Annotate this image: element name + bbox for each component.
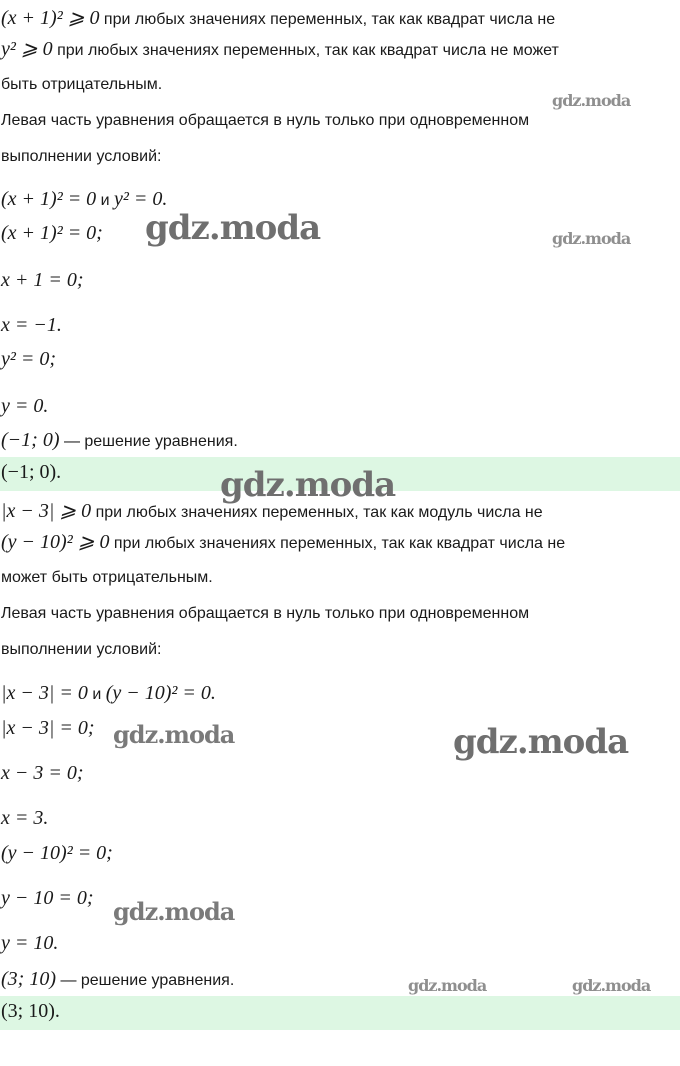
equation-line: x − 3 = 0; — [1, 762, 84, 784]
equation-line: y − 10 = 0; — [1, 887, 94, 909]
text-line: Левая часть уравнения обращается в нуль только при одновременном — [1, 605, 530, 622]
text-fragment: — решение уравнения. — [63, 433, 238, 450]
watermark: gdz.moda — [113, 720, 235, 749]
watermark: gdz.moda — [408, 976, 487, 995]
equation-line: x = 3. — [1, 807, 49, 829]
math-expression: |x − 3| = 0 — [1, 682, 88, 704]
answer-value: (−1; 0). — [1, 461, 62, 483]
equation-line: y² = 0; — [1, 348, 57, 370]
equation-line: |x − 3| = 0; — [1, 717, 95, 739]
watermark: gdz.moda — [572, 976, 651, 995]
text-line: быть отрицательным. — [1, 76, 163, 93]
text-fragment: при любых значениях переменных, так как квадрат числа не — [113, 535, 566, 552]
math-expression: (y − 10)² = 0. — [105, 682, 216, 704]
equation-line: (x + 1)² = 0; — [1, 222, 103, 244]
math-expression: y² ⩾ 0 — [1, 38, 53, 60]
math-expression: |x − 3| ⩾ 0 — [1, 500, 92, 522]
text-line: выполнении условий: — [1, 641, 162, 658]
text-line: может быть отрицательным. — [1, 569, 213, 586]
text-fragment: — решение уравнения. — [60, 972, 235, 989]
conjunction: и — [92, 686, 102, 703]
conjunction: и — [100, 192, 110, 209]
math-expression: (3; 10) — [1, 968, 56, 990]
answer-value: (3; 10). — [1, 1000, 60, 1022]
equation-line — [0, 187, 680, 213]
math-expression: y² = 0. — [114, 188, 168, 210]
condition-line — [0, 530, 680, 556]
equation-line: x + 1 = 0; — [1, 269, 84, 291]
equation-line: (y − 10)² = 0; — [1, 842, 113, 864]
watermark: gdz.moda — [453, 722, 629, 762]
watermark: gdz.moda — [220, 465, 396, 505]
watermark: gdz.moda — [145, 208, 321, 248]
equation-line: y = 10. — [1, 932, 59, 954]
answer-box — [0, 996, 680, 1030]
watermark: gdz.moda — [552, 91, 631, 110]
math-expression: (y − 10)² ⩾ 0 — [1, 531, 110, 553]
text-line: выполнении условий: — [1, 148, 162, 165]
watermark: gdz.moda — [552, 229, 631, 248]
math-expression: (x + 1)² ⩾ 0 — [1, 7, 100, 29]
condition-line — [0, 6, 680, 32]
watermark: gdz.moda — [113, 897, 235, 926]
text-fragment: при любых значениях переменных, так как модуль числа не — [95, 504, 543, 521]
math-expression: (−1; 0) — [1, 429, 60, 451]
equation-line: x = −1. — [1, 314, 62, 336]
text-fragment: при любых значениях переменных, так как квадрат числа не может — [57, 42, 559, 59]
text-line: Левая часть уравнения обращается в нуль только при одновременном — [1, 112, 530, 129]
equation-line — [0, 681, 680, 707]
solution-line — [0, 428, 680, 454]
math-expression: (x + 1)² = 0 — [1, 188, 97, 210]
condition-line — [0, 37, 680, 63]
equation-line: y = 0. — [1, 395, 49, 417]
text-fragment: при любых значениях переменных, так как квадрат числа не — [103, 11, 556, 28]
